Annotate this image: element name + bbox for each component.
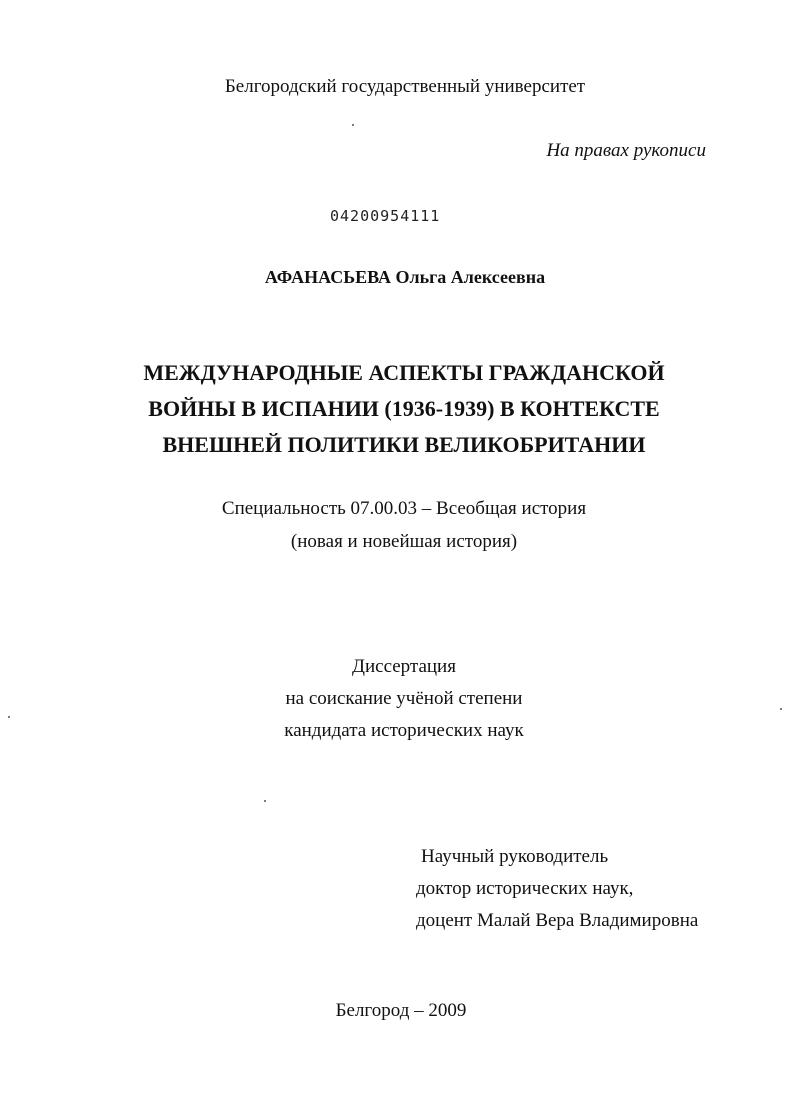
scan-speck: [8, 716, 10, 718]
manuscript-note: На правах рукописи: [546, 140, 706, 161]
title-line-1: МЕЖДУНАРОДНЫЕ АСПЕКТЫ ГРАЖДАНСКОЙ: [143, 360, 665, 385]
dissertation-degree: кандидата исторических наук: [284, 720, 524, 741]
supervisor-role: Научный руководитель: [421, 846, 609, 867]
scan-speck: [264, 800, 266, 802]
supervisor-degree: доктор исторических наук,: [416, 878, 634, 899]
specialty-subtitle: (новая и новейшая история): [290, 531, 518, 552]
dissertation-title: [0, 355, 796, 463]
city-year: Белгород – 2009: [335, 1000, 467, 1021]
title-line-3: ВНЕШНЕЙ ПОЛИТИКИ ВЕЛИКОБРИТАНИИ: [162, 432, 646, 457]
scan-speck: [780, 708, 782, 710]
dissertation-purpose: на соискание учёной степени: [285, 688, 523, 709]
university-name: Белгородский государственный университет: [224, 76, 586, 97]
scan-speck: [352, 124, 354, 126]
specialty-line: Специальность 07.00.03 – Всеобщая история: [221, 498, 587, 519]
archive-code: 04200954111: [330, 207, 441, 225]
author-name: АФАНАСЬЕВА Ольга Алексеевна: [264, 267, 546, 287]
title-line-2: ВОЙНЫ В ИСПАНИИ (1936-1939) В КОНТЕКСТЕ: [148, 396, 660, 421]
supervisor-name: доцент Малай Вера Владимировна: [416, 910, 699, 931]
dissertation-type: Диссертация: [352, 656, 456, 677]
